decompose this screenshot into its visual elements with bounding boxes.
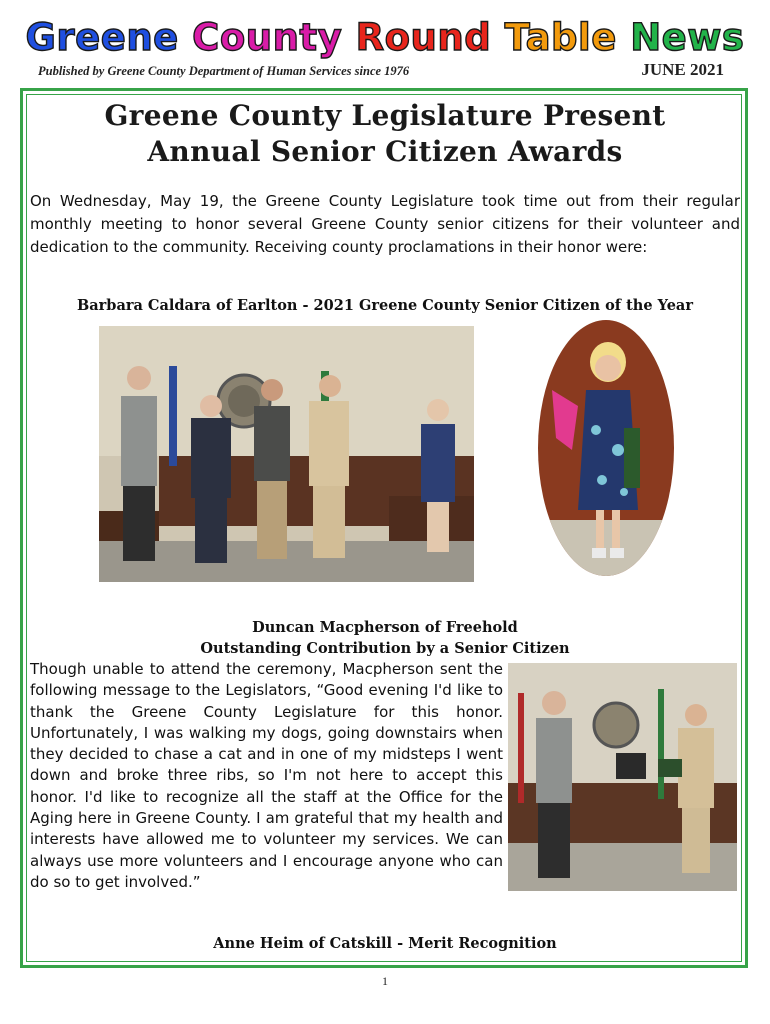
page-number: 1 bbox=[382, 974, 388, 988]
headline-line-2: Annual Senior Citizen Awards bbox=[147, 135, 623, 168]
masthead-word-county: County bbox=[192, 16, 343, 59]
award-caption-caldara: Barbara Caldara of Earlton - 2021 Greene County Senior Citizen of the Year bbox=[77, 297, 693, 314]
award-caption-macpherson bbox=[30, 617, 740, 659]
masthead-word-news: News bbox=[630, 16, 745, 59]
macpherson-proclamation-photo bbox=[508, 663, 737, 891]
award-caption-heim: Anne Heim of Catskill - Merit Recognition bbox=[213, 935, 557, 952]
published-by-line: Published by Greene County Department of Human Services since 1976 bbox=[38, 64, 410, 78]
macpherson-message: Though unable to attend the ceremony, Macpherson sent the following message to the Legislators, “Good evening I'd like to thank the Greene County Legislature for this honor. Unfortunately, I was walking my dogs, going downstairs when they decided to chase a cat and in one of my midsteps I went down and broke three ribs, so I'm not here to accept this honor. I'd like to recognize all the staff at the Office for the Aging here in Greene County. I am grateful that my health and interests have allowed me to volunteer my services. We can always use more volunteers and I encourage anyone who can do so to get involved.” bbox=[30, 660, 503, 891]
article-intro: On Wednesday, May 19, the Greene County Legislature took time out from their regular monthly meeting to honor several Greene County senior citizens for their volunteer and dedication to the community. Receiving county proclamations in their honor were: bbox=[30, 192, 740, 256]
award2-name: Duncan Macpherson of Freehold bbox=[252, 619, 518, 636]
group-award-photo bbox=[99, 326, 474, 582]
headline-line-1: Greene County Legislature Present bbox=[104, 99, 666, 132]
award2-title: Outstanding Contribution by a Senior Citizen bbox=[200, 640, 570, 657]
masthead-word-table: Table bbox=[504, 16, 617, 59]
caldara-portrait-photo bbox=[538, 320, 674, 576]
masthead-word-round: Round bbox=[355, 16, 492, 59]
issue-date: JUNE 2021 bbox=[641, 60, 724, 79]
article-headline bbox=[30, 98, 740, 170]
masthead-title bbox=[0, 14, 770, 62]
masthead-word-greene: Greene bbox=[25, 16, 179, 59]
